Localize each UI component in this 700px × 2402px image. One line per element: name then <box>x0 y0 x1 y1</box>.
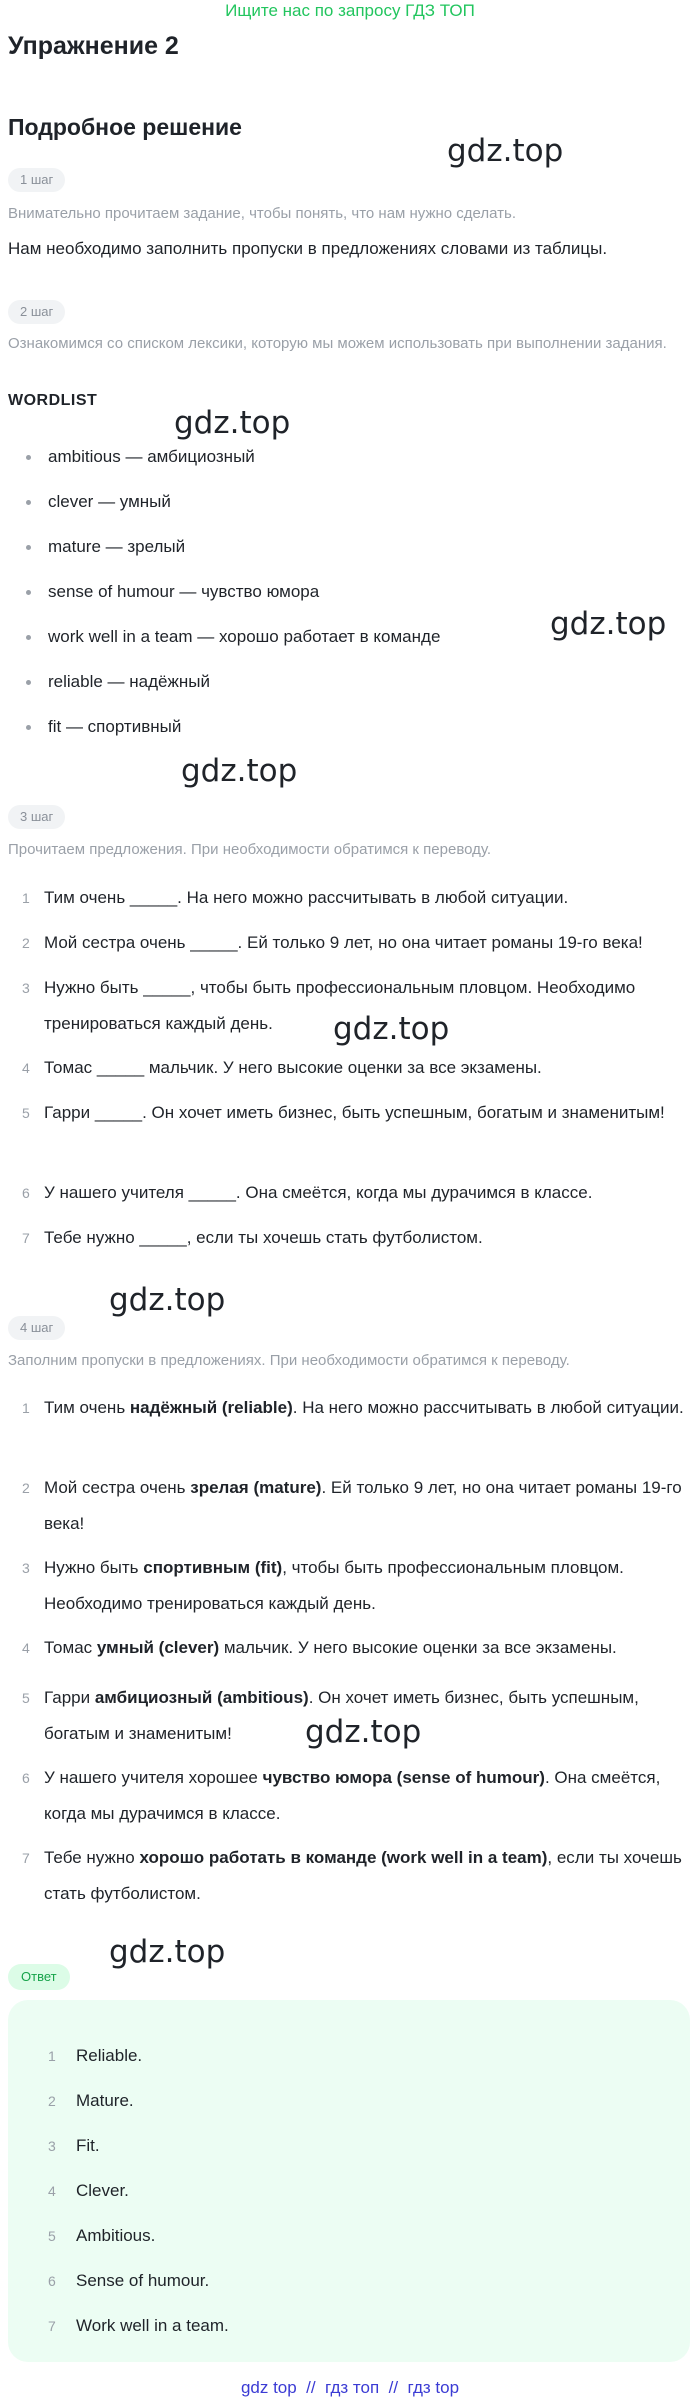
step-badge: 4 шаг <box>8 1316 65 1340</box>
step-description: Заполним пропуски в предложениях. При необходимости обратимся к переводу. <box>8 1352 570 1369</box>
filled-sentence: 4 Томас умный (clever) мальчик. У него высокие оценки за все экзамены. <box>22 1638 617 1657</box>
step-badge: 1 шаг <box>8 168 65 192</box>
bullet-icon <box>26 545 31 550</box>
sentence-item: 7 Тебе нужно _____, если ты хочешь стать футболистом. <box>22 1228 483 1247</box>
filled-sentence: 7 Тебе нужно хорошо работать в команде (work well in a team), если ты хочешь стать футболистом. <box>22 1848 682 1903</box>
filled-sentence: 5 Гарри амбициозный (ambitious). Он хочет иметь бизнес, быть успешным, богатым и знаменитым! <box>22 1688 639 1743</box>
wordlist-title: WORDLIST <box>8 392 98 409</box>
watermark: gdz.top <box>447 133 564 169</box>
filled-sentence: 1 Тим очень надёжный (reliable). На него можно рассчитывать в любой ситуации. <box>22 1398 684 1417</box>
sentence-item: 2 Мой сестра очень _____. Ей только 9 лет, но она читает романы 19-го века! <box>22 933 643 952</box>
bullet-icon <box>26 680 31 685</box>
sentence-item: 4 Томас _____ мальчик. У него высокие оценки за все экзамены. <box>22 1058 542 1077</box>
bullet-icon <box>26 725 31 730</box>
step-badge: 3 шаг <box>8 805 65 829</box>
answer-box: 1 Reliable. 2 Mature. 3 Fit. 4 Clever. 5 Ambitious. 6 Sense of humour. 7 Work well in a team. <box>8 2000 690 2362</box>
footer-links[interactable]: gdz top // гдз топ // гдз top <box>240 2378 460 2397</box>
bullet-icon <box>26 500 31 505</box>
watermark: gdz.top <box>305 1714 422 1750</box>
answer-badge: Ответ <box>8 1964 70 1990</box>
sentence-item: 3 Нужно быть _____, чтобы быть профессиональным пловцом. Необходимо тренироваться каждый день. <box>22 978 636 1033</box>
bullet-icon <box>26 635 31 640</box>
bullet-icon <box>26 455 31 460</box>
watermark: gdz.top <box>174 405 291 441</box>
sentence-item: 6 У нашего учителя _____. Она смеётся, когда мы дурачимся в классе. <box>22 1183 593 1202</box>
step-description: Прочитаем предложения. При необходимости обратимся к переводу. <box>8 841 492 858</box>
watermark: gdz.top <box>181 753 298 789</box>
watermark: gdz.top <box>333 1011 450 1047</box>
watermark: gdz.top <box>550 606 667 642</box>
filled-sentence: 2 Мой сестра очень зрелая (mature). Ей только 9 лет, но она читает романы 19-го века! <box>22 1478 682 1533</box>
filled-sentence: 6 У нашего учителя хорошее чувство юмора (sense of humour). Она смеётся, когда мы дурачимся в классе. <box>22 1768 661 1823</box>
step-badge: 2 шаг <box>8 300 65 324</box>
step-main-text: Нам необходимо заполнить пропуски в предложениях словами из таблицы. <box>8 239 608 258</box>
watermark: gdz.top <box>109 1282 226 1318</box>
sentence-item: 1 Тим очень _____. На него можно рассчитывать в любой ситуации. <box>22 888 569 907</box>
solution-heading: Подробное решение <box>8 114 242 140</box>
page-title: Упражнение 2 <box>8 32 179 60</box>
step-description: Внимательно прочитаем задание, чтобы понять, что нам нужно сделать. <box>8 205 517 222</box>
sentence-item: 5 Гарри _____. Он хочет иметь бизнес, быть успешным, богатым и знаменитым! <box>22 1103 665 1122</box>
filled-sentence: 3 Нужно быть спортивным (fit), чтобы быть профессиональным пловцом. Необходимо тренироваться каждый день. <box>22 1558 624 1613</box>
bullet-icon <box>26 590 31 595</box>
step-description: Ознакомимся со списком лексики, которую мы можем использовать при выполнении задания. <box>8 335 667 352</box>
watermark: gdz.top <box>109 1934 226 1970</box>
top-banner[interactable]: Ищите нас по запросу ГДЗ ТОП <box>225 1 475 20</box>
